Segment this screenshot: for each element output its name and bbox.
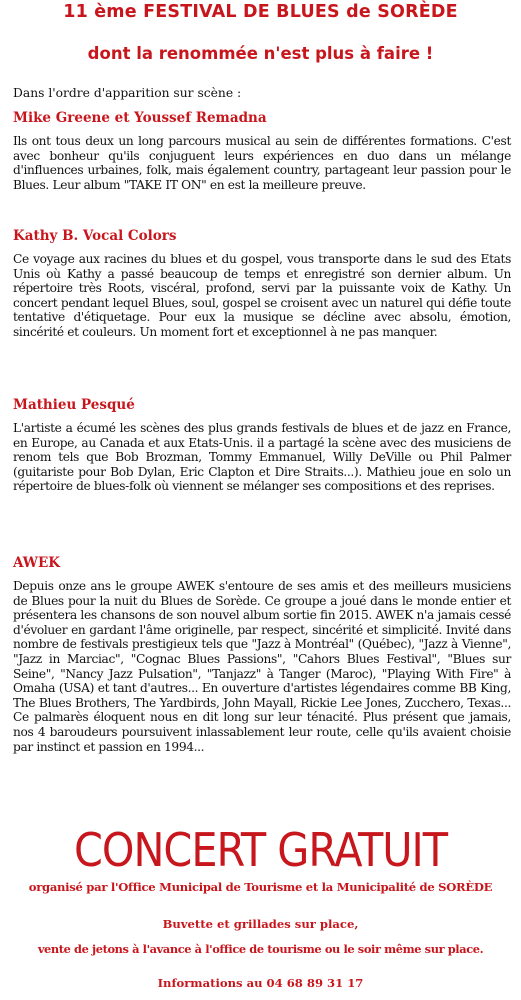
artist-description: L'artiste a écumé les scènes des plus grands festivals de blues et de jazz en France, en Europe, au Canada et aux Etats-Unis. il a partagé la scène avec des musiciens de renom tels que Bob Brozman, Tommy Emmanuel, Willy DeVille ou Phil Palmer (guitariste pour Bob Dylan, Eric Clapton et Dire Straits...). Mathieu joue en solo un répertoire de blues-folk où viennent se mélanger ses compositions et des reprises. <box>13 421 511 494</box>
organizer-line: organisé par l'Office Municipal de Tourisme et la Municipalité de SORÈDE <box>28 880 493 894</box>
artist-section-mike-greene <box>13 110 511 192</box>
artist-description: Depuis onze ans le groupe AWEK s'entoure de ses amis et des meilleurs musiciens de Blues pour la nuit du Blues de Sorède. Ce groupe a joué dans le monde entier et présentera les chansons de son nouvel album sortie fin 2015. AWEK n'a jamais cessé d'évoluer en gardant l'âme originelle, par respect, sincérité et simplicité. Invité dans nombre de festivals prestigieux tels que "Jazz à Montréal" (Québec), "Jazz à Vienne", "Jazz in Marciac", "Cognac Blues Passions", "Cahors Blues Festival", "Blues sur Seine", "Nancy Jazz Pulsation", "Tanjazz" à Tanger (Maroc), "Playing With Fire" à Omaha (USA) et tant d'autres... En ouverture d'artistes légendaires comme BB King, The Blues Brothers, The Yardbirds, John Mayall, Rickie Lee Jones, Zucchero, Texas... Ce palmarès éloquent nous en dit long sur leur ténacité. Plus présent que jamais, nos 4 baroudeurs poursuivent inlassablement leur route, celle qu'ils avaient choisie par instinct et passion en 1994... <box>13 579 511 754</box>
artist-section-awek <box>13 555 511 754</box>
concert-gratuit-heading: CONCERT GRATUIT <box>73 823 447 877</box>
artist-name: Kathy B. Vocal Colors <box>13 228 177 244</box>
artist-description: Ils ont tous deux un long parcours musical au sein de différentes formations. C'est avec bonheur qu'ils conjuguent leurs expériences en duo dans un mélange d'influences urbaines, folk, mais également country, partageant leur passion pour le Blues. Leur album "TAKE IT ON" en est la meilleure preuve. <box>13 134 511 192</box>
artist-name: Mathieu Pesqué <box>13 397 135 413</box>
festival-subtitle: dont la renommée n'est plus à faire ! <box>87 44 434 63</box>
artist-description: Ce voyage aux racines du blues et du gospel, vous transporte dans le sud des Etats Unis où Kathy a passé beaucoup de temps et enregistré son dernier album. Un répertoire très Roots, viscéral, profond, servi par la puissante voix de Kathy. Un concert pendant lequel Blues, soul, gospel se croisent avec un naturel qui défie toute tentative d'étiquetage. Pour eux la musique se décline avec absolu, émotion, sincérité et couleurs. Un moment fort et exceptionnel à ne pas manquer. <box>13 252 511 339</box>
artist-name: AWEK <box>13 555 60 571</box>
jetons-line: vente de jetons à l'avance à l'office de tourisme ou le soir même sur place. <box>37 942 484 956</box>
artist-name: Mike Greene et Youssef Remadna <box>13 110 267 126</box>
intro-text: Dans l'ordre d'apparition sur scène : <box>13 86 242 100</box>
festival-title: 11 ème FESTIVAL DE BLUES de SORÈDE <box>63 2 458 22</box>
informations-phone: Informations au 04 68 89 31 17 <box>157 976 364 990</box>
artist-section-kathy-b <box>13 228 511 340</box>
artist-section-mathieu-pesque <box>13 397 511 494</box>
buvette-line: Buvette et grillades sur place, <box>162 917 359 931</box>
